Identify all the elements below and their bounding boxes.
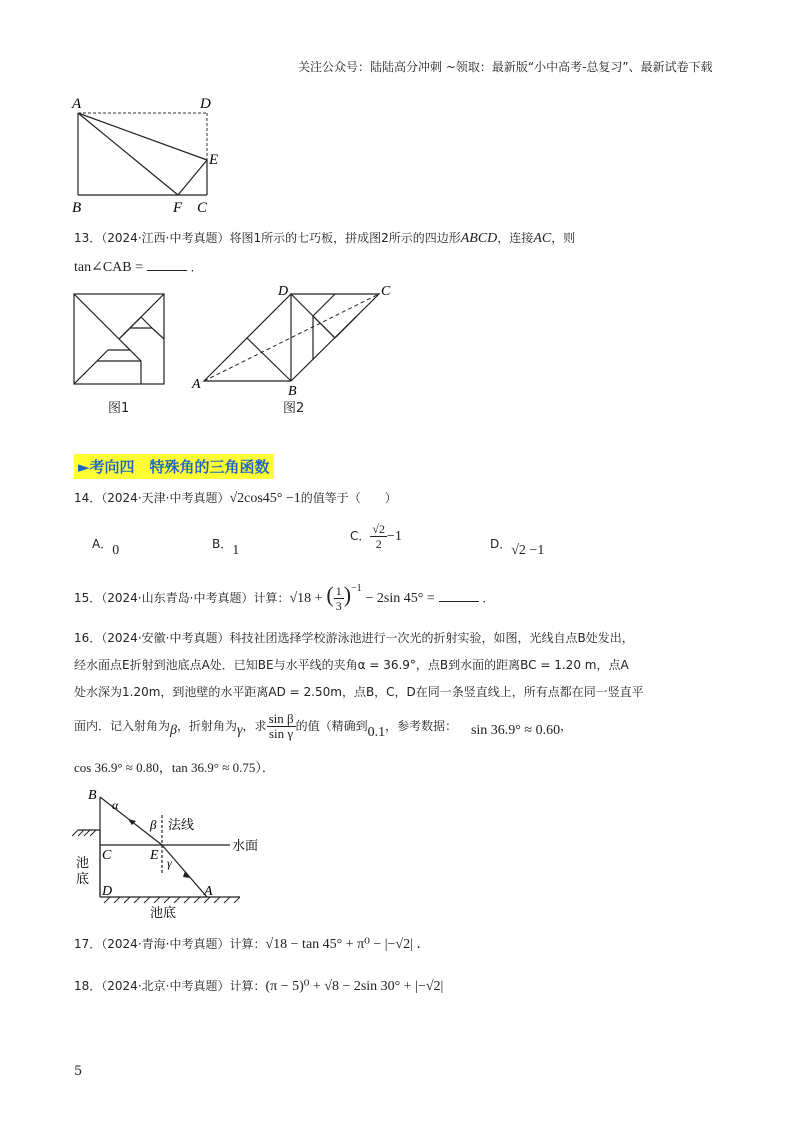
question-16 bbox=[74, 628, 634, 648]
q15-text: 计算： bbox=[253, 591, 290, 605]
label-D: D bbox=[200, 96, 211, 112]
optics-label-E: E bbox=[150, 848, 159, 863]
q16-ref-sep: ， bbox=[560, 719, 573, 733]
optics-label-pool-side1: 池 bbox=[76, 856, 90, 871]
q15-tail: ． bbox=[482, 591, 495, 605]
label-B: B bbox=[72, 200, 82, 216]
question-15 bbox=[74, 584, 494, 613]
q17-source: （2024·青海·中考真题） bbox=[101, 937, 230, 951]
fig2-label-C: C bbox=[381, 284, 391, 299]
q14-option-c-label: C． bbox=[350, 529, 371, 543]
optics-label-beta: β bbox=[150, 817, 157, 832]
q15-exp: −1 bbox=[351, 583, 362, 594]
q15-fraction bbox=[334, 584, 344, 613]
q14-option-d[interactable] bbox=[490, 534, 545, 558]
q14-option-a-label: A． bbox=[92, 537, 113, 551]
q16-gamma: γ bbox=[237, 723, 243, 738]
q16-line2: 经水面点E折射到池底点A处．已知BE与水平线的夹角α = 36.9°，点B到水面的距离BC = 1.20 m，点A bbox=[74, 658, 629, 672]
optics-label-B: B bbox=[88, 788, 97, 803]
q16-precision: 0.1 bbox=[367, 725, 386, 740]
q14-option-c-num: √2 bbox=[372, 522, 385, 536]
q14-text: 的值等于（ ） bbox=[300, 491, 397, 505]
q15-frac-den: 3 bbox=[335, 599, 342, 613]
fig2-label-B: B bbox=[288, 384, 297, 399]
optics-label-water: 水面 bbox=[232, 839, 259, 854]
question-14 bbox=[74, 488, 397, 509]
optics-label-pool-side2: 底 bbox=[76, 872, 90, 887]
q14-option-c-fraction bbox=[370, 522, 387, 551]
q16-line4e: ，参考数据： bbox=[385, 719, 458, 733]
q16-ratio bbox=[267, 712, 296, 741]
q14-option-c[interactable] bbox=[350, 522, 402, 551]
q14-option-b[interactable] bbox=[212, 534, 240, 558]
label-A: A bbox=[72, 96, 82, 112]
q16-ratio-den: sin γ bbox=[269, 726, 294, 741]
q17-number: 17． bbox=[74, 937, 102, 951]
q14-option-c-rest: −1 bbox=[386, 529, 402, 544]
q16-line4b: ，折射角为 bbox=[177, 719, 238, 733]
optics-label-gamma: γ bbox=[167, 856, 172, 870]
q16-line4d: 的值（精确到 bbox=[295, 719, 368, 733]
q14-option-a-value: 0 bbox=[112, 543, 120, 558]
q13-expr: tan∠CAB = bbox=[74, 260, 144, 275]
q14-option-b-value: 1 bbox=[232, 543, 240, 558]
q16-number: 16． bbox=[74, 631, 102, 645]
q17-expr: √18 − tan 45° + π⁰ − |−√2| ． bbox=[265, 937, 431, 952]
q18-text: 计算： bbox=[229, 979, 266, 993]
q15-frac-num: 1 bbox=[335, 584, 342, 598]
q16-line3: 处水深为1.20m，到池壁的水平距离AD = 2.50m，点B，C，D在同一条竖直线上，所有点都在同一竖直平 bbox=[74, 685, 644, 699]
q15-lparen: ( bbox=[326, 582, 334, 607]
q16-line5: cos 36.9° ≈ 0.80，tan 36.9° ≈ 0.75）． bbox=[74, 760, 275, 775]
page-number: 5 bbox=[74, 1064, 83, 1079]
q14-source: （2024·天津·中考真题） bbox=[101, 491, 230, 505]
fig2-label-D: D bbox=[278, 284, 289, 299]
q13-number: 13． bbox=[74, 231, 102, 245]
label-F: F bbox=[173, 200, 183, 216]
q13-ac: AC bbox=[533, 231, 552, 246]
q14-number: 14． bbox=[74, 491, 102, 505]
optics-label-A: A bbox=[204, 884, 213, 899]
q14-option-b-label: B． bbox=[212, 537, 233, 551]
q14-option-d-value: √2 −1 bbox=[511, 543, 545, 558]
q13-text3: ，则 bbox=[551, 231, 576, 245]
q13-blank bbox=[147, 258, 187, 271]
q14-option-a[interactable] bbox=[92, 534, 120, 558]
q14-expr: √2cos45° −1 bbox=[229, 491, 301, 506]
q13-text2: ，连接 bbox=[497, 231, 534, 245]
q15-part1: √18 + bbox=[289, 591, 323, 606]
q16-line4a: 面内．记入射角为 bbox=[74, 719, 171, 733]
fig2-label-A: A bbox=[192, 377, 201, 392]
q13-answer-line bbox=[74, 257, 203, 278]
q16-ref1: sin 36.9° ≈ 0.60 bbox=[470, 723, 561, 738]
q13-abcd: ABCD bbox=[460, 231, 498, 246]
q18-source: （2024·北京·中考真题） bbox=[101, 979, 230, 993]
label-E: E bbox=[209, 152, 219, 168]
q15-part2: − 2sin 45° = bbox=[365, 591, 435, 606]
optics-label-normal: 法线 bbox=[168, 818, 195, 833]
refraction-figure bbox=[70, 785, 280, 920]
q14-option-c-den: 2 bbox=[375, 537, 382, 551]
q18-expr: (π − 5)⁰ + √8 − 2sin 30° + |−√2| bbox=[265, 979, 444, 994]
q15-number: 15． bbox=[74, 591, 102, 605]
q16-source: （2024·安徽·中考真题） bbox=[101, 631, 230, 645]
q15-source: （2024·山东青岛·中考真题） bbox=[101, 591, 254, 605]
question-18 bbox=[74, 976, 443, 997]
q16-ratio-num: sin β bbox=[268, 711, 294, 726]
q13-tail: ． bbox=[190, 260, 203, 274]
section-title: ►考向四 特殊角的三角函数 bbox=[74, 454, 274, 479]
q15-blank bbox=[439, 589, 479, 602]
optics-label-D: D bbox=[102, 884, 113, 899]
question-13 bbox=[74, 228, 575, 249]
fig1-caption: 图1 bbox=[108, 401, 130, 416]
q16-beta: β bbox=[170, 723, 177, 738]
q13-source: （2024·江西·中考真题） bbox=[101, 231, 230, 245]
q17-text: 计算： bbox=[229, 937, 266, 951]
q16-line1: 科技社团选择学校游泳池进行一次光的折射实验，如图，光线自点B处发出， bbox=[229, 631, 634, 645]
q18-number: 18． bbox=[74, 979, 102, 993]
q16-line4c: ，求 bbox=[242, 719, 267, 733]
q13-text1: 将图1所示的七巧板，拼成图2所示的四边形 bbox=[229, 231, 461, 245]
optics-label-pool-bottom: 池底 bbox=[150, 906, 177, 920]
q15-rparen: ) bbox=[343, 582, 352, 607]
fig2-caption: 图2 bbox=[283, 401, 305, 416]
rectangle-figure bbox=[66, 92, 236, 217]
question-17 bbox=[74, 934, 430, 955]
q16-line4 bbox=[74, 712, 572, 741]
q14-option-d-label: D． bbox=[490, 537, 512, 551]
optics-label-alpha: α bbox=[112, 798, 119, 812]
tangram-figure-1 bbox=[72, 292, 168, 388]
label-C: C bbox=[197, 200, 208, 216]
optics-label-C: C bbox=[102, 848, 112, 863]
page-header: 关注公众号：陆陆高分冲刺 ~领取：最新版“小中高考-总复习”、最新试卷下载 bbox=[298, 60, 713, 74]
tangram-figure-2 bbox=[190, 280, 402, 400]
